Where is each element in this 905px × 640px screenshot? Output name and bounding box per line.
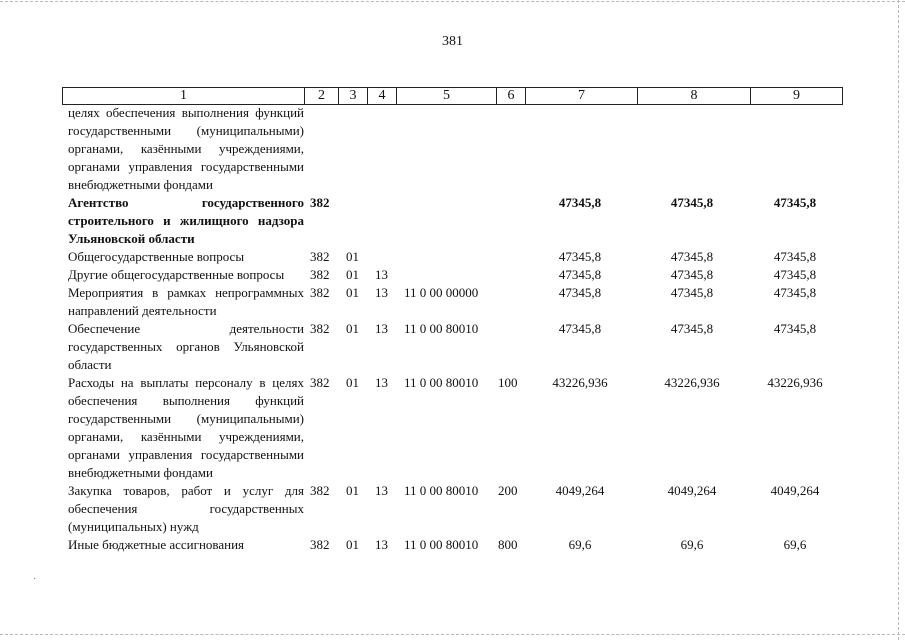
cell-col-5: 11 0 00 00000 bbox=[404, 285, 479, 300]
margin-mark: · bbox=[33, 574, 37, 585]
cell-col-4: 13 bbox=[375, 321, 388, 336]
header-col-9: 9 bbox=[793, 88, 800, 103]
cell-col-8: 47345,8 bbox=[670, 321, 714, 336]
cell-col-8: 47345,8 bbox=[670, 249, 714, 264]
cell-col-7: 69,6 bbox=[568, 537, 592, 552]
table-row bbox=[62, 194, 841, 248]
cell-col-6: 100 bbox=[498, 375, 518, 390]
table-row bbox=[62, 536, 841, 554]
cell-col-8: 4049,264 bbox=[667, 483, 717, 498]
table-row bbox=[62, 104, 841, 194]
header-col-5: 5 bbox=[397, 88, 497, 104]
cell-col-7: 43226,936 bbox=[552, 375, 608, 390]
cell-col-4: 13 bbox=[375, 267, 388, 282]
page-bottom-edge bbox=[0, 634, 905, 635]
page-right-edge bbox=[898, 0, 899, 640]
row-name: Иные бюджетные ассигнования bbox=[68, 537, 245, 552]
cell-col-4: 13 bbox=[375, 537, 388, 552]
cell-col-7: 47345,8 bbox=[558, 285, 602, 300]
table-row bbox=[62, 482, 841, 536]
cell-col-2: 382 bbox=[310, 375, 330, 390]
cell-col-8: 47345,8 bbox=[670, 195, 714, 210]
cell-col-3: 01 bbox=[346, 285, 359, 300]
cell-col-3: 01 bbox=[346, 483, 359, 498]
cell-col-4: 13 bbox=[375, 375, 388, 390]
header-col-7: 7 bbox=[526, 88, 638, 104]
cell-col-8: 47345,8 bbox=[670, 267, 714, 282]
cell-col-2: 382 bbox=[310, 285, 330, 300]
table-row bbox=[62, 266, 841, 284]
cell-col-5: 11 0 00 80010 bbox=[404, 483, 479, 498]
cell-col-4: 13 bbox=[375, 483, 388, 498]
cell-col-2: 382 bbox=[310, 195, 330, 210]
cell-col-9: 43226,936 bbox=[767, 375, 823, 390]
cell-col-9: 47345,8 bbox=[773, 267, 817, 282]
header-col-1: 1 bbox=[63, 88, 305, 104]
cell-col-8: 43226,936 bbox=[664, 375, 720, 390]
table-row bbox=[62, 248, 841, 266]
cell-col-6: 200 bbox=[498, 483, 518, 498]
cell-col-7: 47345,8 bbox=[558, 249, 602, 264]
table-body bbox=[62, 104, 841, 554]
cell-col-3: 01 bbox=[346, 537, 359, 552]
cell-col-8: 47345,8 bbox=[670, 285, 714, 300]
row-name: Другие общегосударственные вопросы bbox=[68, 267, 285, 282]
cell-col-7: 47345,8 bbox=[558, 321, 602, 336]
row-name: Закупка товаров, работ и услуг для обеспечения государственных (муниципальных) нужд bbox=[68, 483, 304, 534]
cell-col-3: 01 bbox=[346, 249, 359, 264]
header-col-3: 3 bbox=[339, 88, 368, 104]
cell-col-9: 47345,8 bbox=[773, 249, 817, 264]
cell-col-3: 01 bbox=[346, 375, 359, 390]
cell-col-6: 800 bbox=[498, 537, 518, 552]
table-row bbox=[62, 284, 841, 320]
row-name: Расходы на выплаты персоналу в целях обеспечения выполнения функций государственными (муниципальными) органами, казёнными учреждениями, органами управления государственными внебюджетными фондами bbox=[68, 375, 304, 480]
row-name: Мероприятия в рамках непрограммных направлений деятельности bbox=[68, 285, 304, 318]
table-row bbox=[62, 374, 841, 482]
header-col-6: 6 bbox=[497, 88, 526, 104]
cell-col-7: 47345,8 bbox=[558, 267, 602, 282]
cell-col-7: 47345,8 bbox=[558, 195, 602, 210]
cell-col-9: 4049,264 bbox=[770, 483, 820, 498]
cell-col-9: 47345,8 bbox=[773, 285, 817, 300]
cell-col-2: 382 bbox=[310, 483, 330, 498]
table-header bbox=[62, 87, 843, 105]
header-col-4: 4 bbox=[368, 88, 397, 104]
cell-col-5: 11 0 00 80010 bbox=[404, 375, 479, 390]
cell-col-9: 47345,8 bbox=[773, 195, 817, 210]
cell-col-2: 382 bbox=[310, 267, 330, 282]
cell-col-3: 01 bbox=[346, 267, 359, 282]
header-col-2: 2 bbox=[305, 88, 339, 104]
cell-col-8: 69,6 bbox=[680, 537, 704, 552]
header-col-8: 8 bbox=[638, 88, 751, 104]
cell-col-4: 13 bbox=[375, 285, 388, 300]
cell-col-2: 382 bbox=[310, 321, 330, 336]
cell-col-5: 11 0 00 80010 bbox=[404, 537, 479, 552]
page-number: 381 bbox=[442, 34, 463, 49]
cell-col-3: 01 bbox=[346, 321, 359, 336]
cell-col-2: 382 bbox=[310, 249, 330, 264]
row-name: целях обеспечения выполнения функций государственными (муниципальными) органами, казёнными учреждениями, органами управления государственными внебюджетными фондами bbox=[68, 105, 304, 192]
cell-col-5: 11 0 00 80010 bbox=[404, 321, 479, 336]
row-name: Агентство государственного строительного и жилищного надзора Ульяновской области bbox=[68, 195, 304, 246]
cell-col-7: 4049,264 bbox=[555, 483, 605, 498]
row-name: Обеспечение деятельности государственных органов Ульяновской области bbox=[68, 321, 304, 372]
cell-col-9: 47345,8 bbox=[773, 321, 817, 336]
row-name: Общегосударственные вопросы bbox=[68, 249, 245, 264]
page-top-edge bbox=[0, 1, 905, 2]
cell-col-9: 69,6 bbox=[783, 537, 807, 552]
cell-col-2: 382 bbox=[310, 537, 330, 552]
table-row bbox=[62, 320, 841, 374]
